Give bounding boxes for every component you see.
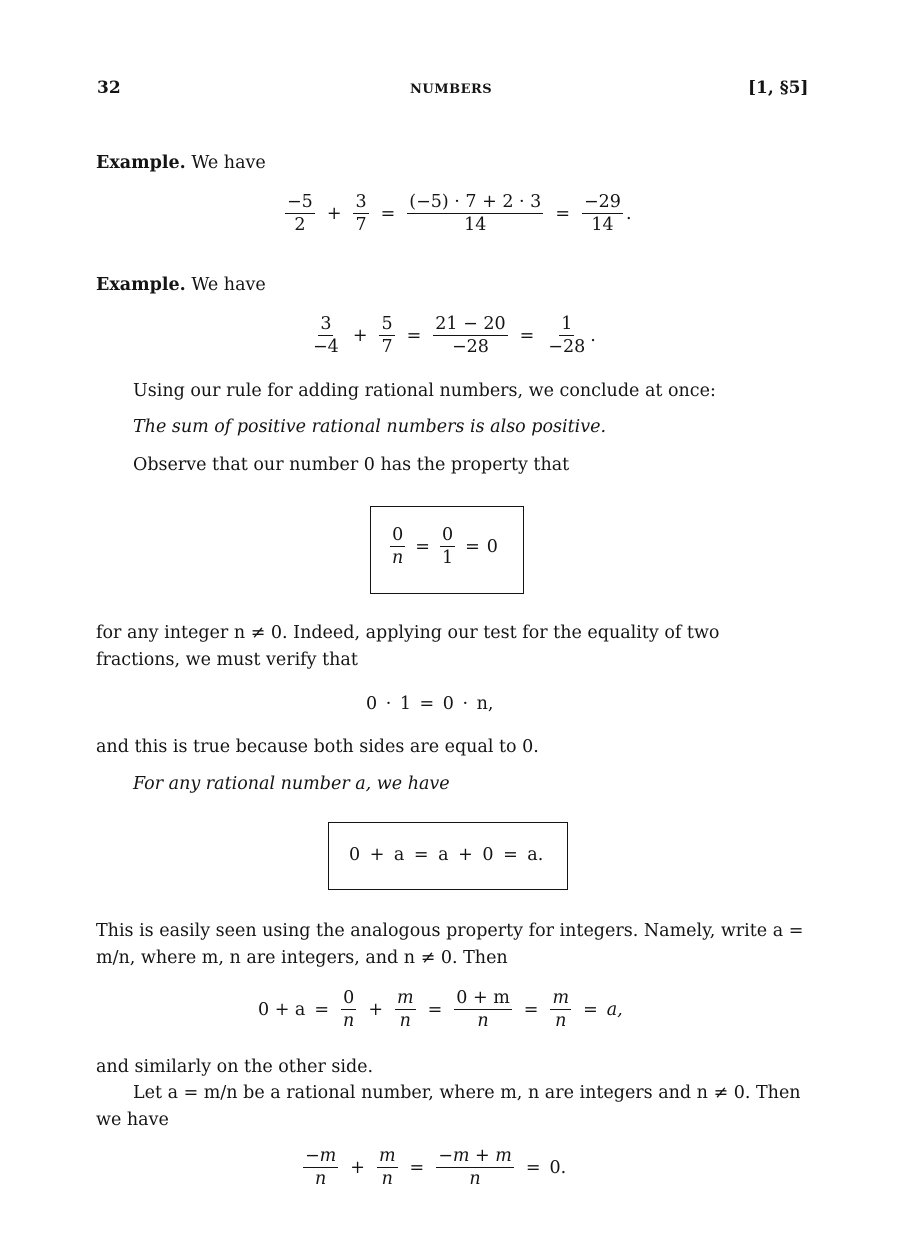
equation-additive-inverse xyxy=(300,1146,566,1189)
fraction-denominator: −28 xyxy=(451,337,489,357)
fraction-numerator: 0 xyxy=(343,988,355,1008)
example-1-intro xyxy=(96,150,804,177)
fraction-numerator: −m + m xyxy=(438,1146,512,1166)
fraction-denominator: n xyxy=(314,1169,327,1189)
example-1-equation xyxy=(282,192,632,235)
fraction-denominator: 7 xyxy=(381,337,393,357)
fraction-numerator: 0 xyxy=(392,525,404,545)
fraction-denominator: −28 xyxy=(548,337,586,357)
equals-sign: = xyxy=(523,999,539,1020)
boxed-formula-zero xyxy=(370,506,524,594)
boxed-formula-identity xyxy=(328,822,568,890)
equals-sign: = xyxy=(465,536,480,557)
fraction-numerator: (−5) · 7 + 2 · 3 xyxy=(409,192,542,212)
fraction-numerator: 1 xyxy=(561,314,573,334)
result-value: 0 xyxy=(486,536,498,557)
fraction-denominator: n xyxy=(392,548,404,568)
fraction-numerator: 0 + m xyxy=(456,988,510,1008)
running-title: NUMBERS xyxy=(410,82,493,97)
period: . xyxy=(590,325,596,346)
plus-sign: + xyxy=(352,325,368,346)
fraction-denominator: n xyxy=(555,1011,567,1031)
paragraph-any-integer: for any integer n ≠ 0. Indeed, applying our test for the equality of two fractions, we must verify that xyxy=(96,623,720,670)
fraction-numerator: 3 xyxy=(320,314,332,334)
statement-positive-sum: The sum of positive rational numbers is also positive. xyxy=(133,417,607,437)
fraction-denominator: 1 xyxy=(441,548,454,568)
fraction-numerator: −29 xyxy=(584,192,621,212)
equals-sign: = xyxy=(427,999,443,1020)
lhs-expression: 0 + a xyxy=(258,999,306,1020)
plus-sign: + xyxy=(326,203,342,224)
fraction-numerator: m xyxy=(378,1146,396,1166)
equals-sign: = xyxy=(409,1157,425,1178)
plus-sign: + xyxy=(368,999,383,1020)
fraction-denominator: n xyxy=(343,1011,355,1031)
example-1-label: Example. xyxy=(96,153,186,173)
period: . xyxy=(625,203,632,224)
fraction-denominator: n xyxy=(381,1169,393,1189)
identity-formula: 0 + a = a + 0 = a. xyxy=(349,845,544,865)
fraction-denominator: 14 xyxy=(591,215,614,235)
equals-sign: = xyxy=(380,203,396,224)
result-value: 0. xyxy=(549,1157,567,1178)
fraction-denominator: −4 xyxy=(313,337,339,357)
fraction-numerator: −m xyxy=(305,1146,337,1166)
equation-verify: 0 · 1 = 0 · n, xyxy=(366,694,494,714)
equals-sign: = xyxy=(415,536,430,557)
equation-zero-plus-a xyxy=(258,988,623,1031)
equals-sign: = xyxy=(314,999,330,1020)
fraction-numerator: 21 − 20 xyxy=(435,314,506,334)
equals-sign: = xyxy=(583,999,598,1020)
example-2-label: Example. xyxy=(96,275,186,295)
example-2-equation xyxy=(308,314,596,357)
fraction-denominator: 14 xyxy=(464,215,487,235)
section-ref: [1, §5] xyxy=(748,78,809,98)
fraction-denominator: n xyxy=(477,1011,489,1031)
equals-sign: = xyxy=(525,1157,541,1178)
fraction-numerator: 5 xyxy=(381,314,393,334)
fraction-numerator: 3 xyxy=(355,192,367,212)
paragraph-similarly: and similarly on the other side. xyxy=(96,1057,374,1077)
paragraph-both-sides: and this is true because both sides are equal to 0. xyxy=(96,737,539,757)
fraction-denominator: n xyxy=(469,1169,481,1189)
plus-sign: + xyxy=(350,1157,365,1178)
equals-sign: = xyxy=(519,325,535,346)
example-2-intro xyxy=(96,272,804,299)
fraction-denominator: 7 xyxy=(355,215,367,235)
fraction-denominator: n xyxy=(399,1011,411,1031)
paragraph-let-a: Let a = m/n be a rational number, where m, n are integers and n ≠ 0. Then we have xyxy=(96,1083,801,1130)
equals-sign: = xyxy=(555,203,570,224)
paragraph-analogous: This is easily seen using the analogous property for integers. Namely, write a = m/n, where m, n are integers, and n ≠ 0. Then xyxy=(96,921,804,968)
result-value: a, xyxy=(606,999,623,1020)
statement-additive-identity: For any rational number a, we have xyxy=(133,774,450,794)
fraction-numerator: m xyxy=(552,988,570,1008)
fraction-denominator: 2 xyxy=(294,215,306,235)
equals-sign: = xyxy=(406,325,422,346)
example-2-text: We have xyxy=(191,275,266,295)
fraction-numerator: m xyxy=(396,988,414,1008)
page-number: 32 xyxy=(97,78,121,98)
example-1-text: We have xyxy=(191,153,266,173)
fraction-numerator: −5 xyxy=(287,192,313,212)
paragraph-observe: Observe that our number 0 has the property that xyxy=(133,455,570,475)
paragraph-rule: Using our rule for adding rational numbers, we conclude at once: xyxy=(133,381,716,401)
fraction-numerator: 0 xyxy=(441,525,454,545)
